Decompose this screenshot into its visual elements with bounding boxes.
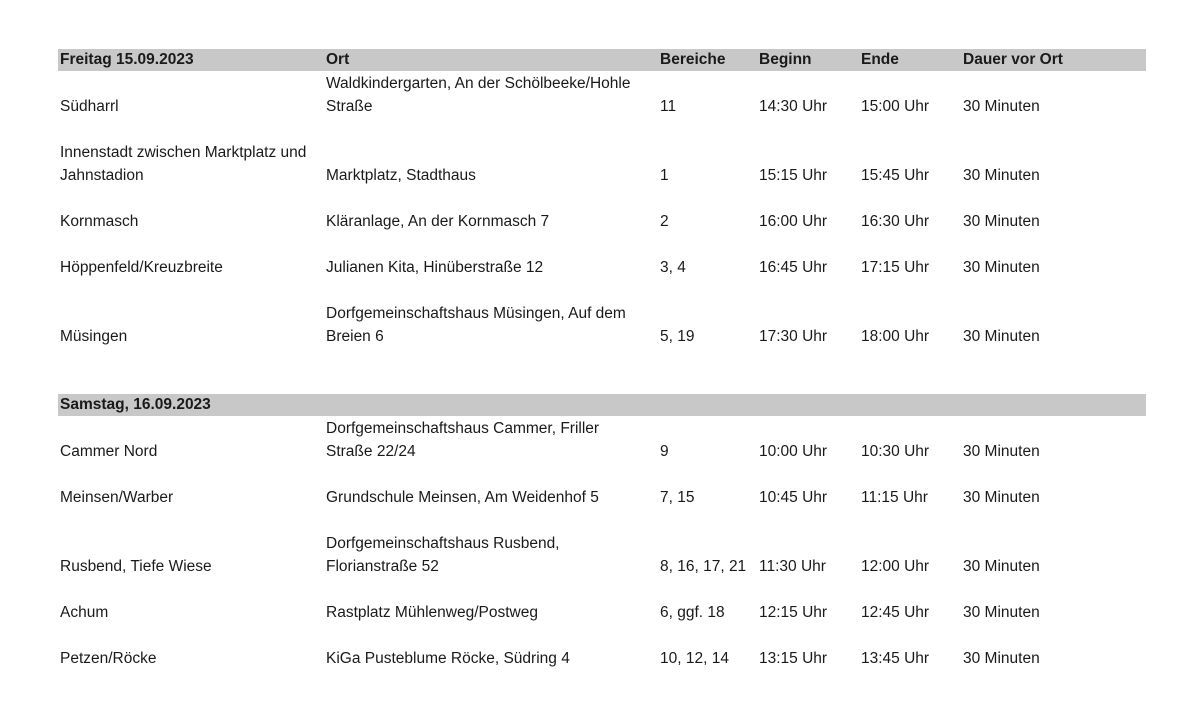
row-name: Achum [60, 604, 109, 621]
row-ende: 16:30 Uhr [861, 213, 930, 230]
row-ende: 17:15 Uhr [861, 259, 930, 276]
row-beginn: 17:30 Uhr [759, 328, 828, 345]
row-ende: 13:45 Uhr [861, 650, 930, 667]
row-ort: Dorfgemeinschaftshaus Müsingen, Auf dem [326, 305, 626, 322]
row-beginn: 13:15 Uhr [759, 650, 828, 667]
row-bereiche: 3, 4 [660, 259, 686, 276]
row-ort: Kläranlage, An der Kornmasch 7 [326, 213, 550, 230]
row-beginn: 12:15 Uhr [759, 604, 828, 621]
row-ort: Julianen Kita, Hinüberstraße 12 [326, 259, 544, 276]
row-ende: 18:00 Uhr [861, 328, 930, 345]
row-name: Südharrl [60, 98, 119, 115]
row-ort-line2: Breien 6 [326, 328, 384, 345]
row-bereiche: 11 [660, 98, 677, 115]
row-name: Meinsen/Warber [60, 489, 174, 506]
row-ende: 15:45 Uhr [861, 167, 930, 184]
row-ort-line2: Florianstraße 52 [326, 558, 439, 575]
row-name: Petzen/Röcke [60, 650, 157, 667]
row-beginn: 14:30 Uhr [759, 98, 828, 115]
row-ort-line2: Straße 22/24 [326, 443, 416, 460]
row-name: Cammer Nord [60, 443, 158, 460]
row-dauer: 30 Minuten [963, 259, 1040, 276]
col-header-bereiche: Bereiche [660, 51, 726, 68]
row-dauer: 30 Minuten [963, 558, 1040, 575]
row-ort: KiGa Pusteblume Röcke, Südring 4 [326, 650, 570, 667]
row-beginn: 10:00 Uhr [759, 443, 828, 460]
row-beginn: 16:00 Uhr [759, 213, 828, 230]
header-row-friday [58, 49, 1146, 71]
col-header-dauer: Dauer vor Ort [963, 51, 1063, 68]
row-ort: Grundschule Meinsen, Am Weidenhof 5 [326, 489, 599, 506]
row-bereiche: 6, ggf. 18 [660, 604, 725, 621]
row-name-line2: Jahnstadion [60, 167, 144, 184]
col-header-ort: Ort [326, 51, 350, 68]
row-name: Innenstadt zwischen Marktplatz und [60, 144, 307, 161]
row-ende: 12:45 Uhr [861, 604, 930, 621]
row-ende: 15:00 Uhr [861, 98, 930, 115]
row-name: Rusbend, Tiefe Wiese [60, 558, 212, 575]
row-dauer: 30 Minuten [963, 604, 1040, 621]
row-dauer: 30 Minuten [963, 98, 1040, 115]
row-dauer: 30 Minuten [963, 328, 1040, 345]
row-bereiche: 2 [660, 213, 669, 230]
col-header-ende: Ende [861, 51, 899, 68]
row-bereiche: 1 [660, 167, 669, 184]
row-beginn: 16:45 Uhr [759, 259, 828, 276]
day-label-friday: Freitag 15.09.2023 [60, 51, 194, 68]
row-dauer: 30 Minuten [963, 489, 1040, 506]
row-ende: 12:00 Uhr [861, 558, 930, 575]
row-dauer: 30 Minuten [963, 650, 1040, 667]
row-ort: Dorfgemeinschaftshaus Cammer, Friller [326, 420, 600, 437]
row-dauer: 30 Minuten [963, 167, 1040, 184]
row-beginn: 15:15 Uhr [759, 167, 828, 184]
row-ort-line2: Straße [326, 98, 373, 115]
day-label-saturday: Samstag, 16.09.2023 [60, 396, 211, 413]
row-beginn: 10:45 Uhr [759, 489, 828, 506]
row-name: Kornmasch [60, 213, 139, 230]
row-ende: 11:15 Uhr [861, 489, 928, 506]
row-ende: 10:30 Uhr [861, 443, 930, 460]
row-bereiche: 9 [660, 443, 669, 460]
row-beginn: 11:30 Uhr [759, 558, 826, 575]
col-header-beginn: Beginn [759, 51, 812, 68]
row-ort: Waldkindergarten, An der Schölbeeke/Hohle [326, 75, 631, 92]
row-ort: Marktplatz, Stadthaus [326, 167, 476, 184]
row-bereiche: 5, 19 [660, 328, 695, 345]
row-bereiche: 7, 15 [660, 489, 695, 506]
row-ort: Dorfgemeinschaftshaus Rusbend, [326, 535, 560, 552]
row-ort: Rastplatz Mühlenweg/Postweg [326, 604, 538, 621]
row-bereiche: 8, 16, 17, 21 [660, 558, 747, 575]
row-name: Höppenfeld/Kreuzbreite [60, 259, 223, 276]
header-row-saturday [58, 394, 1146, 416]
row-dauer: 30 Minuten [963, 443, 1040, 460]
row-dauer: 30 Minuten [963, 213, 1040, 230]
row-name: Müsingen [60, 328, 128, 345]
row-bereiche: 10, 12, 14 [660, 650, 729, 667]
